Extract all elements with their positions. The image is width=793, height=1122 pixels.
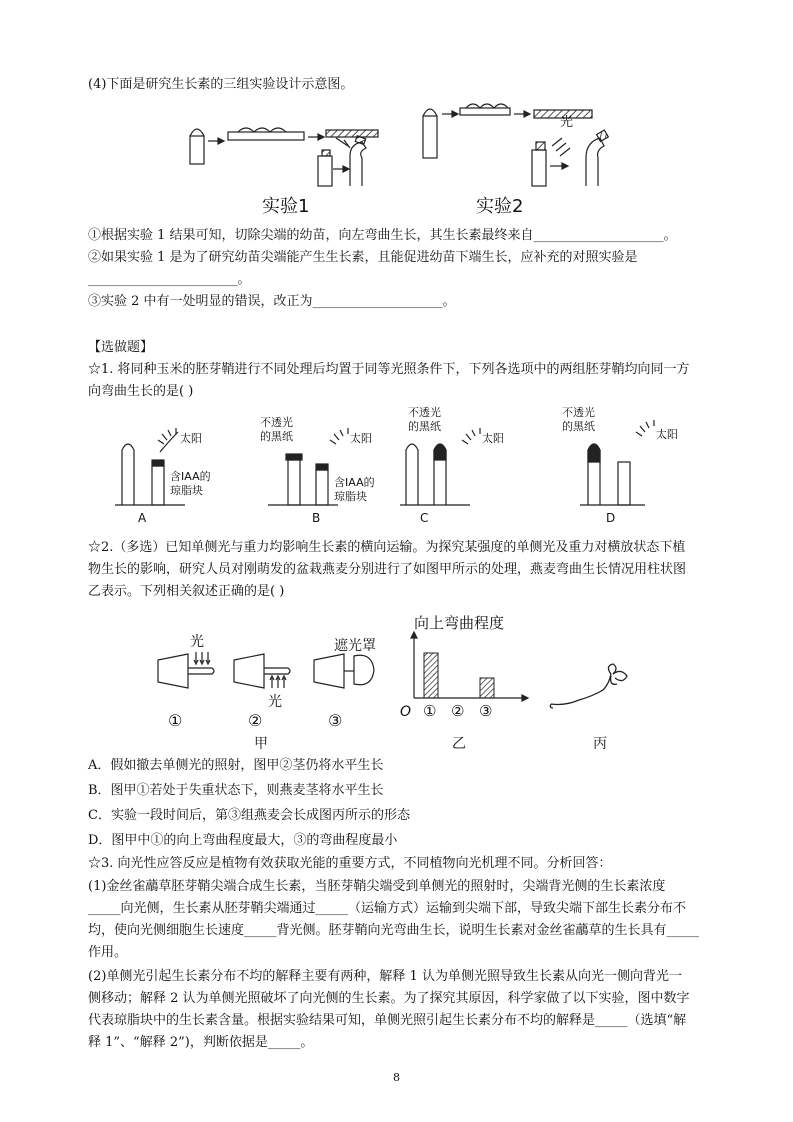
q2-figure-jia [150, 612, 400, 752]
exp1-agar-block [228, 132, 304, 140]
q1-option-b: B [312, 511, 321, 525]
q1-c-black-paper-2: 的黑纸 [408, 420, 441, 433]
q2-figure-bing [545, 660, 655, 752]
q2-option-c: C．实验一段时间后，第③组燕麦会长成图丙所示的形态 [88, 808, 410, 823]
elective-heading: 【选做题】 [88, 340, 154, 355]
exp1-tips-on-agar [238, 128, 286, 132]
q1-c-black-cap [434, 444, 446, 460]
q1-b-black-paper [286, 454, 302, 460]
exp1-tip [190, 129, 204, 136]
q1-b-coleoptile-2 [316, 470, 328, 505]
q1-d-black-paper-1: 不透光 [562, 406, 595, 419]
chart-tick-2: ② [451, 702, 465, 720]
exp1-decap-seedling [318, 156, 332, 186]
q1-b-black-paper-2: 的黑纸 [260, 430, 293, 443]
q3-p2-line-4: 释 1”、“解释 2”)，判断依据是_____。 [88, 1035, 314, 1050]
q3-intro: ☆3. 向光性应答反应是植物有效获取光能的重要方式，不同植物向光机理不同。分析回答： [88, 856, 612, 871]
q2-chart-origin: O [400, 704, 412, 720]
exp1-bent-seedling [350, 142, 366, 186]
q3-p2-line-3: 代表琼脂块中的生长素含量。根据实验结果可知，单侧光照引起生长素分布不均的解释是_____（选填“解 [88, 1013, 687, 1028]
experiment-figure [180, 96, 650, 220]
q2-line-2: 物生长的影响，研究人员对刚萌发的盆栽燕麦分别进行了如图甲所示的处理，燕麦弯曲生长情况用柱状图 [88, 562, 687, 577]
q1-b-iaa-block [316, 464, 328, 470]
q3-p1-line-3: 均，使向光侧细胞生长速度_____背光侧。胚芽鞘向光弯曲生长，说明生长素对金丝雀虉草的生长具有_____ [88, 923, 700, 938]
q2-jia-n3: ③ [328, 711, 343, 730]
q3-p2-line-1: (2)单侧光引起生长素分布不均的解释主要有两种，解释 1 认为单侧光照导致生长素从向光一侧向背光一 [88, 969, 682, 984]
q3-p2-line-2: 侧移动；解释 2 认为单侧光照破坏了向光侧的生长素。为了探究其原因，科学家做了以下实验，图中数字 [88, 991, 690, 1006]
exp1-seedling [190, 136, 204, 164]
q1-option-d: D [606, 511, 616, 525]
q1-a-sun: 太阳 [180, 432, 202, 445]
q2-label-jia: 甲 [254, 736, 268, 752]
exp2-seedling [423, 116, 437, 158]
exp2-tip [423, 109, 437, 116]
exp2-agar-block [460, 108, 510, 115]
q4-subquestion-3: ③实验 2 中有一处明显的错误，改正为____________________。 [88, 294, 456, 309]
q1-d-coleoptile-2 [618, 462, 630, 505]
q2-chart-yi [400, 612, 540, 752]
q1-a-iaa-1: 含IAA的 [170, 470, 211, 483]
q1-c-sun: 太阳 [482, 432, 504, 445]
exp1-agar-hatched [326, 130, 378, 137]
chart-tick-3: ③ [479, 702, 493, 720]
q3-p1-line-4: 作用。 [88, 945, 128, 960]
q1-a-iaa-block [152, 460, 164, 466]
q2-jia-n2: ② [248, 711, 263, 730]
q2-option-d: D．图甲中①的向上弯曲程度最大，③的弯曲程度最小 [88, 833, 398, 848]
q2-label-bing: 丙 [593, 736, 607, 752]
q2-chart-ytitle: 向上弯曲程度 [414, 614, 505, 632]
q2-jia-n1: ① [168, 711, 183, 730]
chart-bar-3 [480, 678, 494, 698]
q2-line-3: 乙表示。下列相关叙述正确的是( ) [88, 584, 285, 599]
q2-light-2: 光 [268, 694, 282, 710]
q1-a-iaa-2: 琼脂块 [170, 484, 203, 497]
exp2-bent-seedling [586, 138, 604, 186]
q1-c-black-paper-1: 不透光 [408, 406, 441, 419]
q1-d-black-paper-2: 的黑纸 [562, 420, 595, 433]
q1-a-coleoptile-intact [122, 444, 134, 505]
q1-line-2: 向弯曲生长的是( ) [88, 384, 194, 399]
q3-p1-line-1: (1)金丝雀虉草胚芽鞘尖端合成生长素，当胚芽鞘尖端受到单侧光的照射时，尖端背光侧的生长素浓度 [88, 879, 666, 894]
q1-d-black-cap [588, 444, 600, 462]
exp1-label: 实验1 [262, 196, 310, 217]
q2-bing-stem [551, 674, 611, 705]
q2-shade-cover [354, 655, 374, 684]
chart-tick-1: ① [423, 702, 437, 720]
q2-option-a: A．假如撤去单侧光的照射，图甲②茎仍将水平生长 [88, 758, 384, 773]
q2-pot-3 [314, 654, 344, 688]
q2-pot-1 [158, 654, 188, 688]
q2-label-yi: 乙 [452, 736, 466, 752]
q2-bing-leaf-2 [613, 671, 627, 680]
exp2-decap-seedling [532, 150, 546, 186]
q1-d-sun: 太阳 [656, 428, 678, 441]
q1-c-coleoptile-1 [406, 444, 418, 505]
q3-p1-line-2: _____向光侧，生长素从胚芽鞘尖端通过_____（运输方式）运输到尖端下部，导致尖端下部生长素分布不 [88, 901, 687, 916]
q1-b-iaa-2: 琼脂块 [334, 490, 367, 503]
exp2-light-label: 光 [560, 115, 574, 130]
chart-bar-1 [424, 653, 438, 698]
q2-stem-2 [264, 668, 290, 674]
q2-pot-2 [234, 654, 264, 688]
q4-subquestion-2-blank: _______________________。 [88, 272, 251, 287]
q2-option-b: B．图甲①若处于失重状态下，则燕麦茎将水平生长 [88, 783, 384, 798]
q1-b-black-paper-1: 不透光 [260, 416, 293, 429]
q2-line-1: ☆2.（多选）已知单侧光与重力均影响生长素的横向运输。为探究某强度的单侧光及重力对横放状态下植 [88, 540, 686, 555]
q1-option-a: A [138, 511, 147, 525]
q1-b-sun: 太阳 [350, 432, 372, 445]
q1-b-coleoptile-1 [288, 460, 300, 505]
q1-option-c: C [420, 511, 429, 525]
page-number: 8 [393, 1071, 400, 1084]
q2-stem-1 [188, 668, 214, 674]
q4-intro: (4)下面是研究生长素的三组实验设计示意图。 [88, 77, 354, 92]
q1-figure [100, 402, 680, 530]
q2-light-1: 光 [190, 634, 204, 650]
q2-shade-label: 遮光罩 [334, 638, 376, 654]
exp2-label: 实验2 [476, 196, 524, 217]
q4-subquestion-1: ①根据实验 1 结果可知，切除尖端的幼苗，向左弯曲生长，其生长素最终来自____________________。 [88, 228, 677, 243]
q1-a-coleoptile-decap [152, 466, 164, 505]
q1-line-1: ☆1. 将同种玉米的胚芽鞘进行不同处理后均置于同等光照条件下，下列各选项中的两组胚芽鞘均向同一方 [88, 362, 690, 377]
q1-b-iaa-1: 含IAA的 [334, 476, 375, 489]
q4-subquestion-2: ②如果实验 1 是为了研究幼苗尖端能产生生长素，且能促进幼苗下端生长，应补充的对照实验是 [88, 250, 638, 265]
